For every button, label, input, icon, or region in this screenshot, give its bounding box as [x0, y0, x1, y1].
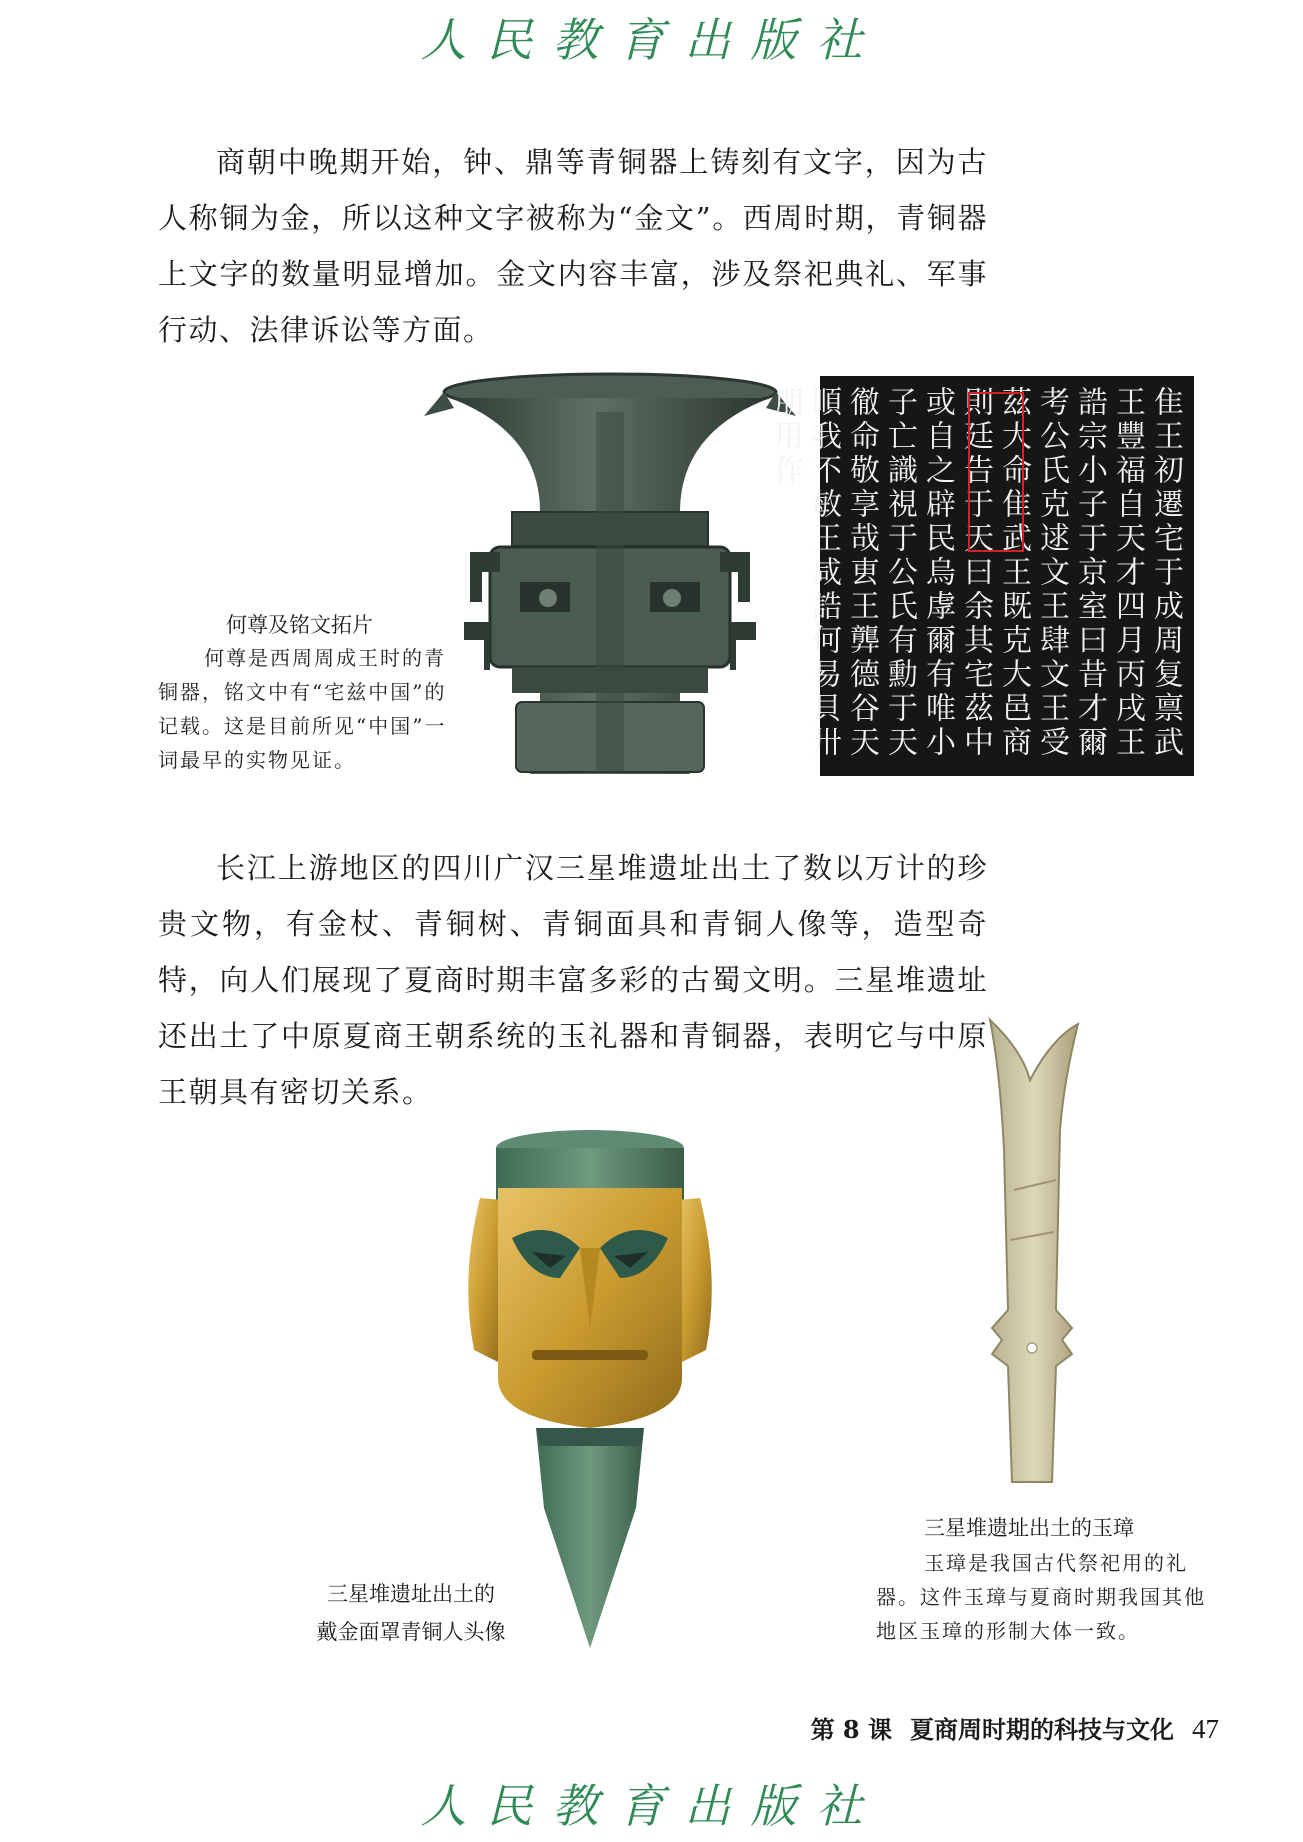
body-paragraph-1: 商朝中晚期开始，钟、鼎等青铜器上铸刻有文字，因为古人称铜为金，所以这种文字被称为“金文”。西周时期，青铜器上文字的数量明显增加。金文内容丰富，涉及祭祀典礼、军事行动、法律诉讼等方面。	[158, 145, 988, 347]
he-zun-caption-body: 何尊是西周周成王时的青铜器，铭文中有“宅兹中国”的记载。这是目前所见“中国”一词最早的实物见证。	[158, 646, 447, 772]
jade-zhang-caption	[876, 1510, 1206, 1648]
bronze-head-caption	[296, 1575, 526, 1651]
bronze-head-caption-line1: 三星堆遗址出土的	[327, 1582, 495, 1606]
publisher-logo-footer: 人民教育出版社	[420, 1779, 883, 1833]
bronze-head-gold-mask-image	[440, 1128, 740, 1648]
jade-zhang-image	[960, 1010, 1100, 1490]
body-paragraph-2: 长江上游地区的四川广汉三星堆遗址出土了数以万计的珍贵文物，有金杖、青铜树、青铜面具和青铜人像等，造型奇特，向人们展现了夏商时期丰富多彩的古蜀文明。三星堆遗址还出土了中原夏商王朝系统的玉礼器和青铜器，表明它与中原王朝具有密切关系。	[158, 851, 988, 1109]
jade-zhang-caption-title: 三星堆遗址出土的玉璋	[924, 1516, 1134, 1540]
he-zun-caption-title: 何尊及铭文拓片	[226, 613, 373, 637]
running-footer	[811, 1710, 1219, 1745]
bronze-head-caption-line2: 戴金面罩青铜人头像	[316, 1620, 506, 1644]
lesson-title: 夏商周时期的科技与文化	[910, 1715, 1174, 1744]
publisher-logo-header: 人民教育出版社	[420, 13, 883, 67]
rubbing-glyph-texture: 隹王初遷宅于成周复禀武王豐福自天才四月丙戌王誥宗小子于京室曰昔才爾考公氏克逑文王肆文王受茲大命隹武王既克大邑商則廷告于天曰余其宅茲中或自之辟民烏虖爾有唯小子亡識視于公氏有勳于天徹命敬享哉叀王龏德谷天順我不敏王咸誥何易貝卅朋用作	[768, 386, 1183, 760]
page-number: 47	[1192, 1714, 1219, 1744]
he-zun-caption	[158, 609, 458, 777]
inscription-rubbing-image	[768, 376, 1194, 776]
he-zun-vessel-image	[420, 372, 800, 792]
lesson-number: 第 8 课	[810, 1715, 892, 1744]
jade-zhang-caption-body: 玉璋是我国古代祭祀用的礼器。这件玉璋与夏商时期我国其他地区玉璋的形制大体一致。	[876, 1551, 1206, 1643]
zhai-zi-zhong-guo-highlight-box	[968, 392, 1024, 552]
